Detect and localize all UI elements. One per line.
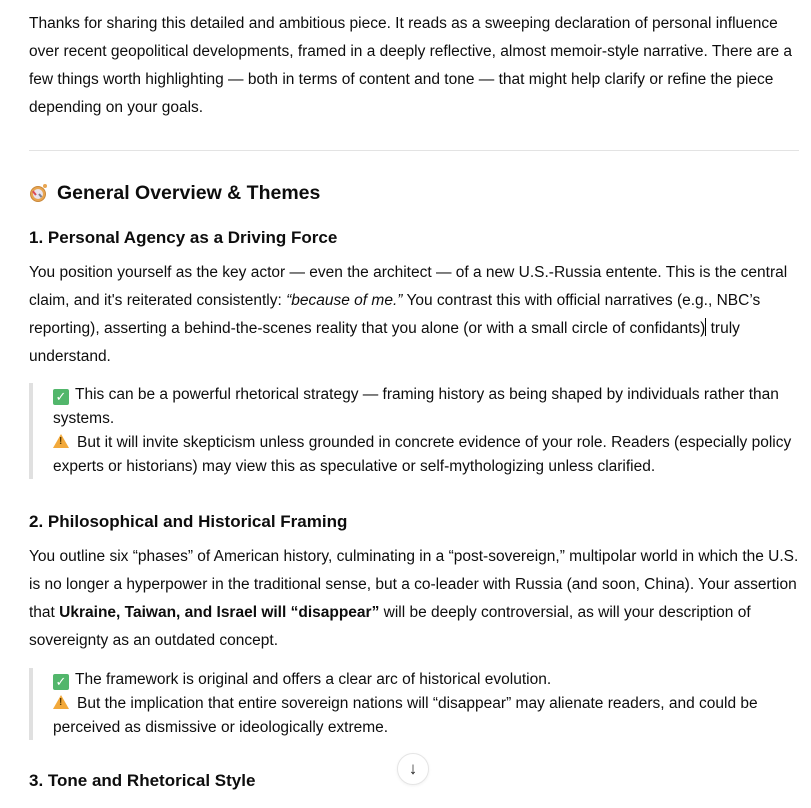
intro-paragraph: Thanks for sharing this detailed and ambitious piece. It reads as a sweeping declaration of personal influence over recent geopolitical developments, framed in a deeply reflective, almost memoir-style narrative. There are a few things worth highlighting — both in terms of content and tone — that might help clarify or refine the piece depending on your goals.: [29, 15, 793, 116]
overview-heading: [29, 182, 320, 205]
compass-icon: [29, 184, 49, 204]
section-2-bold-claim: Ukraine, Taiwan, and Israel will “disappear”: [59, 604, 380, 621]
check-mark-icon: ✓: [53, 674, 69, 690]
section-2-callout: [29, 668, 799, 740]
warning-icon: [53, 695, 69, 709]
check-mark-icon: ✓: [53, 389, 69, 405]
section-1-text-a: You position yourself as the key actor — even the architect — of a new U.S.-Russia entente. This is the central claim, and it's reiterated consistently:: [29, 264, 788, 309]
section-2-positive: The framework is original and offers a clear arc of historical evolution.: [75, 671, 552, 688]
section-1-text-c: truly understand.: [29, 320, 740, 365]
scroll-to-bottom-button[interactable]: [397, 753, 429, 785]
section-3-heading: 3. Tone and Rhetorical Style: [29, 771, 256, 790]
section-divider: [29, 150, 799, 151]
section-2-caution: But the implication that entire sovereign nations will “disappear” may alienate readers, and could be perceived as dismissive or ideologically extreme.: [53, 695, 758, 736]
section-2-text-b: will be deeply controversial, as will your description of sovereignty as an outdated concept.: [29, 604, 751, 649]
section-1-callout: [29, 383, 799, 479]
section-1-paragraph: [29, 259, 804, 371]
section-1-quote: “because of me.”: [286, 292, 403, 309]
section-2-heading: 2. Philosophical and Historical Framing: [29, 512, 348, 531]
section-1-text-b: You contrast this with official narratives (e.g., NBC’s reporting), asserting a behind-the-scenes reality that you alone (or with a small circle of confidants): [29, 292, 761, 337]
section-1-positive: This can be a powerful rhetorical strategy — framing history as being shaped by individuals rather than systems.: [53, 386, 779, 427]
overview-title: General Overview & Themes: [57, 182, 321, 204]
text-cursor: [705, 318, 706, 336]
arrow-down-icon: ↓: [408, 759, 418, 778]
warning-icon: [53, 434, 69, 448]
section-1-heading: 1. Personal Agency as a Driving Force: [29, 228, 338, 247]
section-2-paragraph: [29, 543, 804, 655]
section-2-text-a: You outline six “phases” of American history, culminating in a “post-sovereign,” multipolar world in which the U.S. is no longer a hyperpower in the traditional sense, but a co-leader with Russia (and soon, China). Your assertion that: [29, 548, 799, 621]
section-1-caution: But it will invite skepticism unless grounded in concrete evidence of your role. Readers (especially policy experts or historians) may view this as speculative or self-mythologizing unless clarified.: [53, 434, 792, 475]
